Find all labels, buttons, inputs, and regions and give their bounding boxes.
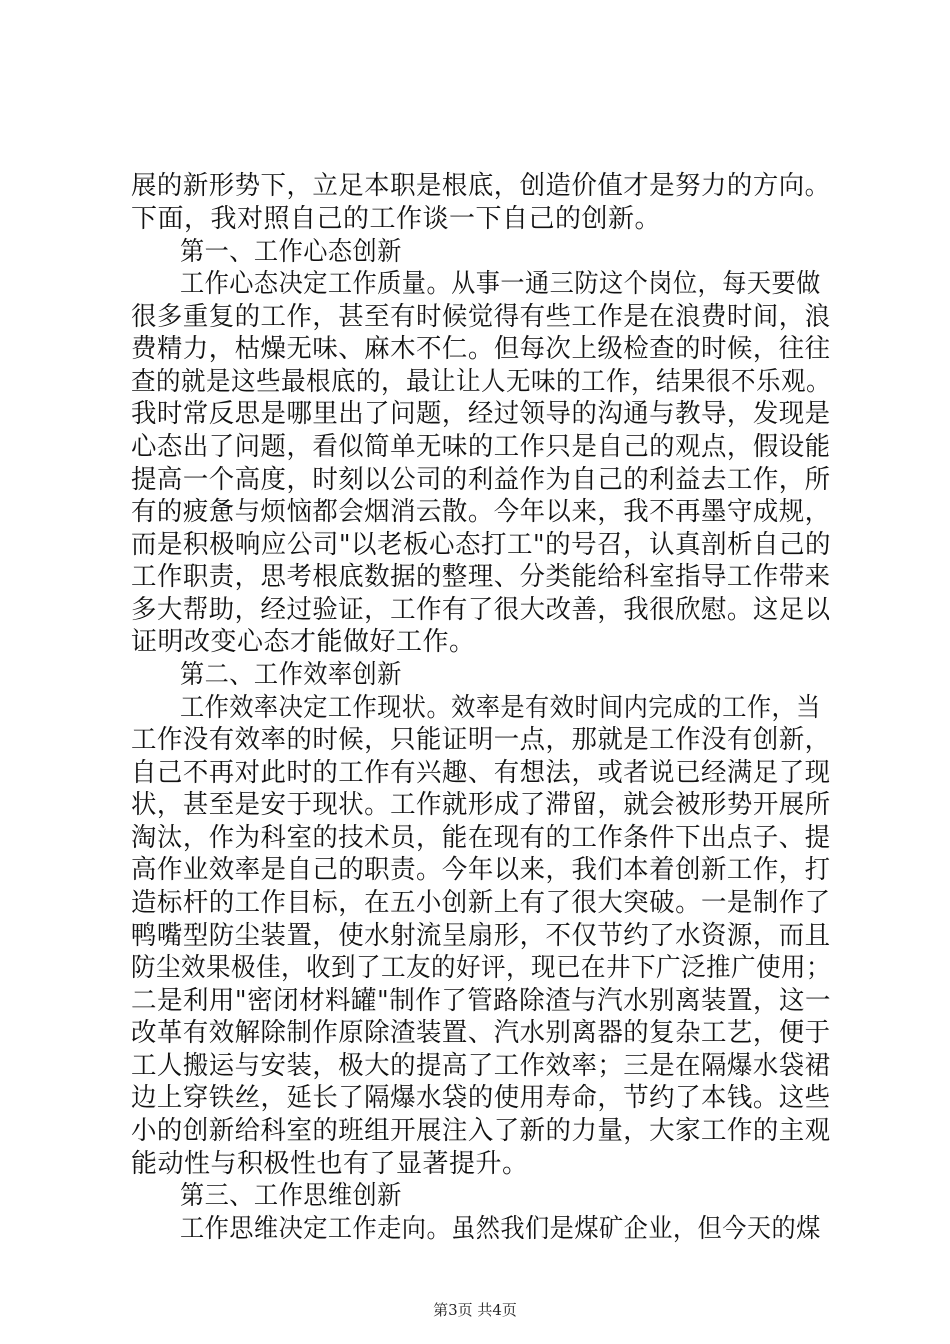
text-line: 工人搬运与安装，极大的提高了工作效率；三是在隔爆水袋裙 <box>131 1051 831 1081</box>
text-line: 边上穿铁丝，延长了隔爆水袋的使用寿命，节约了本钱。这些 <box>131 1083 831 1113</box>
text-line: 工作心态决定工作质量。从事一通三防这个岗位，每天要做 <box>180 269 821 299</box>
text-line: 很多重复的工作，甚至有时候觉得有些工作是在浪费时间，浪 <box>131 302 831 332</box>
text-line: 淘汰，作为科室的技术员，能在现有的工作条件下出点子、提 <box>131 823 831 853</box>
text-line: 工作思维决定工作走向。虽然我们是煤矿企业，但今天的煤 <box>180 1214 821 1244</box>
section-heading: 第二、工作效率创新 <box>180 660 402 690</box>
text-line: 工作效率决定工作现状。效率是有效时间内完成的工作，当 <box>180 693 821 723</box>
text-line: 证明改变心态才能做好工作。 <box>131 627 476 657</box>
text-line: 防尘效果极佳，收到了工友的好评，现已在井下广泛推广使用； <box>131 953 832 983</box>
text-line: 展的新形势下，立足本职是根底，创造价值才是努力的方向。 <box>131 171 831 201</box>
page-number-footer: 第3页 共4页 <box>433 1301 517 1319</box>
text-line: 能动性与积极性也有了显著提升。 <box>131 1149 529 1179</box>
text-line: 工作没有效率的时候，只能证明一点，那就是工作没有创新， <box>131 725 831 755</box>
text-line: 下面，我对照自己的工作谈一下自己的创新。 <box>131 204 662 234</box>
text-line: 费精力，枯燥无味、麻木不仁。但每次上级检查的时候，往往 <box>131 334 831 364</box>
text-line: 我时常反思是哪里出了问题，经过领导的沟通与教导，发现是 <box>131 399 831 429</box>
text-line: 鸭嘴型防尘装置，使水射流呈扇形，不仅节约了水资源，而且 <box>131 921 831 951</box>
text-line: 查的就是这些最根底的，最让让人无味的工作，结果很不乐观。 <box>131 367 832 397</box>
section-heading: 第一、工作心态创新 <box>180 237 402 267</box>
text-line: 而是积极响应公司"以老板心态打工"的号召，认真剖析自己的 <box>131 530 831 560</box>
text-line: 改革有效解除制作原除渣装置、汽水别离器的复杂工艺，便于 <box>131 1018 831 1048</box>
text-line: 多大帮助，经过验证，工作有了很大改善，我很欣慰。这足以 <box>131 595 831 625</box>
text-line: 心态出了问题，看似简单无味的工作只是自己的观点，假设能 <box>131 432 831 462</box>
text-line: 工作职责，思考根底数据的整理、分类能给科室指导工作带来 <box>131 562 831 592</box>
text-line: 有的疲惫与烦恼都会烟消云散。今年以来，我不再墨守成规， <box>131 497 831 527</box>
section-heading: 第三、工作思维创新 <box>180 1181 402 1211</box>
text-line: 状，甚至是安于现状。工作就形成了滞留，就会被形势开展所 <box>131 790 831 820</box>
text-line: 高作业效率是自己的职责。今年以来，我们本着创新工作，打 <box>131 855 831 885</box>
text-line: 自己不再对此时的工作有兴趣、有想法，或者说已经满足了现 <box>131 758 831 788</box>
text-line: 二是利用"密闭材料罐"制作了管路除渣与汽水别离装置，这一 <box>131 986 831 1016</box>
text-line: 提高一个高度，时刻以公司的利益作为自己的利益去工作，所 <box>131 465 831 495</box>
text-line: 小的创新给科室的班组开展注入了新的力量，大家工作的主观 <box>131 1116 831 1146</box>
text-line: 造标杆的工作目标，在五小创新上有了很大突破。一是制作了 <box>131 888 831 918</box>
